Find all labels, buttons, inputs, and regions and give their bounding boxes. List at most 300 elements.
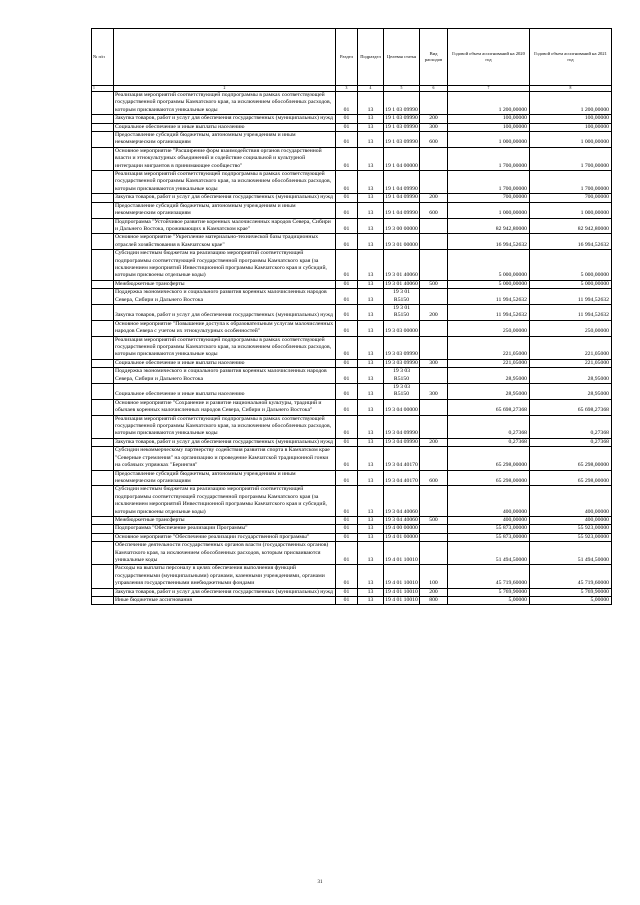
target-article-cell: 19 3 03 09990 xyxy=(384,336,420,359)
column-number: 6 xyxy=(420,86,448,92)
row-number-cell xyxy=(92,289,114,305)
volume-2021-cell: 700,00000 xyxy=(530,194,612,202)
section-cell: 01 xyxy=(336,384,358,400)
volume-2020-cell: 1 000,00000 xyxy=(448,202,530,218)
subsection-cell: 13 xyxy=(358,399,384,415)
row-number-cell xyxy=(92,438,114,446)
target-article-cell: 19 3 04 40170 xyxy=(384,470,420,486)
item-name-cell: Подпрограмма "Обеспечение реализации Программы" xyxy=(114,525,336,533)
header-name xyxy=(114,29,336,86)
column-number: 8 xyxy=(530,86,612,92)
item-name-cell: Обеспечение деятельности государственных органов власти (государственных органов) Камчатского края, за исключением обособленных расходов, которым присваиваются уникальные коды xyxy=(114,542,336,565)
column-number: 2 xyxy=(114,86,336,92)
section-cell: 01 xyxy=(336,516,358,524)
target-article-cell: 19 1 03 09990 xyxy=(384,92,420,115)
expense-type-cell: 600 xyxy=(420,132,448,148)
item-name-cell: Основное мероприятие "Обеспечение реализации государственной программы" xyxy=(114,533,336,541)
expense-type-cell xyxy=(420,289,448,305)
volume-2020-cell: 5 000,00000 xyxy=(448,250,530,281)
target-article-cell: 19 4 00 00000 xyxy=(385,525,418,532)
item-name-cell: Закупка товаров, работ и услуг для обеспечения государственных (муниципальных) нужд xyxy=(114,115,336,123)
expense-type-cell: 200 xyxy=(420,588,448,596)
volume-2021-cell: 45 719,60000 xyxy=(530,565,612,588)
budget-table-sheet xyxy=(91,28,611,605)
volume-2021-cell: 5 000,00000 xyxy=(530,280,612,288)
table-row xyxy=(92,415,612,438)
section-cell: 01 xyxy=(336,218,358,234)
table-row xyxy=(92,132,612,148)
volume-2020-cell: 65 298,00000 xyxy=(448,470,530,486)
subsection-cell: 13 xyxy=(358,280,384,288)
subsection-cell: 13 xyxy=(358,147,384,170)
subsection-cell: 13 xyxy=(358,384,384,400)
expense-type-cell xyxy=(420,92,448,115)
volume-2020-cell: 0,27368 xyxy=(448,415,530,438)
expense-type-cell: 200 xyxy=(420,115,448,123)
column-number: 7 xyxy=(448,86,530,92)
expense-type-cell xyxy=(420,415,448,438)
volume-2020-cell: 28,95000 xyxy=(448,368,530,384)
item-name-cell: Иные бюджетные ассигнования xyxy=(114,597,336,605)
expense-type-cell xyxy=(420,533,448,541)
section-cell: 01 xyxy=(336,486,358,517)
section-cell: 01 xyxy=(336,597,358,605)
row-number-cell xyxy=(92,304,114,320)
target-article-cell: 19 4 01 10010 xyxy=(385,588,418,595)
volume-2021-cell: 51 494,50000 xyxy=(530,542,612,565)
expense-type-cell: 500 xyxy=(420,280,448,288)
subsection-cell: 13 xyxy=(358,565,384,588)
volume-2021-cell: 1 200,00000 xyxy=(530,92,612,115)
section-cell: 01 xyxy=(336,447,358,470)
subsection-cell: 13 xyxy=(358,92,384,115)
table-row xyxy=(92,597,612,605)
item-name-cell: Основное мероприятие "Сохранение и развитие национальной культуры, традиций и обычаев коренных малочисленных народов Севера, Сибири и Дальнего Востока" xyxy=(114,399,336,415)
volume-2020-cell: 5 769,90000 xyxy=(448,588,530,596)
row-number-cell xyxy=(92,202,114,218)
column-number: 1 xyxy=(92,86,114,92)
item-name-cell: Основное мероприятие "Укрепление материально-технической базы традиционных отраслей хозяйствования в Камчатском крае" xyxy=(114,234,336,250)
header-section: Раздел xyxy=(336,29,358,86)
section-cell: 01 xyxy=(336,588,358,596)
volume-2020-cell: 221,05000 xyxy=(448,336,530,359)
item-name-cell: Расходы на выплаты персоналу в целях обеспечения выполнения функций государственными (муниципальными) органами, казенными учреждениями, органами управления государственными внебюджетными фондами xyxy=(114,565,336,588)
item-name-cell: Реализация мероприятий соответствующей подпрограммы в рамках соответствующей государственной программы Камчатского края, за исключением обособленных расходов, которым присваиваются уникальные коды xyxy=(114,92,336,115)
expense-type-cell xyxy=(420,171,448,194)
subsection-cell: 13 xyxy=(358,202,384,218)
table-row xyxy=(92,123,612,131)
section-cell: 01 xyxy=(336,438,358,446)
item-name-cell: Субсидии местным бюджетам на реализацию мероприятий соответствующей подпрограммы соответствующей государственной программы Камчатского края (за исключением мероприятий Инвестиционной программы Камчатского края и субсидий, которым присвоены отдельные коды) xyxy=(114,486,336,517)
subsection-cell: 13 xyxy=(358,250,384,281)
expense-type-cell: 800 xyxy=(420,597,448,605)
row-number-cell xyxy=(92,115,114,123)
subsection-cell: 13 xyxy=(358,533,384,541)
table-row xyxy=(92,115,612,123)
column-number: 5 xyxy=(384,86,420,92)
subsection-cell: 13 xyxy=(358,320,384,336)
volume-2021-cell: 11 994,52632 xyxy=(530,289,612,305)
row-number-cell xyxy=(92,516,114,524)
target-article-cell: 19 4 01 10010 xyxy=(384,542,420,565)
row-number-cell xyxy=(92,447,114,470)
item-name-cell: Закупка товаров, работ и услуг для обеспечения государственных (муниципальных) нужд xyxy=(114,304,336,320)
subsection-cell: 13 xyxy=(358,486,384,517)
expense-type-cell xyxy=(420,218,448,234)
subsection-cell: 13 xyxy=(358,123,384,131)
section-cell: 01 xyxy=(336,470,358,486)
volume-2020-cell: 1 200,00000 xyxy=(448,92,530,115)
table-body xyxy=(92,92,612,605)
expense-type-cell: 300 xyxy=(420,384,448,400)
target-article-cell: 19 1 03 09990 xyxy=(384,132,420,148)
subsection-cell: 13 xyxy=(358,447,384,470)
item-name-cell: Основное мероприятие "Повышение доступа к образовательным услугам малочисленных народов Севера с учетом их этнокультурных особенностей" xyxy=(114,320,336,336)
volume-2020-cell: 11 994,52632 xyxy=(448,304,530,320)
volume-2020-cell: 400,00000 xyxy=(448,516,530,524)
expense-type-cell xyxy=(420,525,448,533)
volume-2020-cell: 100,00000 xyxy=(448,115,530,123)
target-article-cell: 19 3 04 40060 xyxy=(385,516,418,523)
table-row xyxy=(92,486,612,517)
row-number-cell xyxy=(92,194,114,202)
item-name-cell: Закупка товаров, работ и услуг для обеспечения государственных (муниципальных) нужд xyxy=(114,194,336,202)
target-article-cell: 19 4 01 00000 xyxy=(385,533,418,540)
volume-2021-cell: 28,95000 xyxy=(530,384,612,400)
expense-type-cell: 500 xyxy=(420,516,448,524)
table-row xyxy=(92,533,612,541)
budget-allocation-table xyxy=(91,28,612,605)
section-cell: 01 xyxy=(336,234,358,250)
target-article-cell: 19 1 04 09990 xyxy=(385,194,418,201)
target-article-cell: 19 3 00 00000 xyxy=(384,218,420,234)
subsection-cell: 13 xyxy=(358,368,384,384)
table-row xyxy=(92,92,612,115)
target-article-cell: 19 3 04 09990 xyxy=(384,415,420,438)
item-name-cell: Межбюджетные трансферты xyxy=(114,280,336,288)
target-article-cell: 19 3 01 00000 xyxy=(384,234,420,250)
table-row xyxy=(92,542,612,565)
row-number-cell xyxy=(92,588,114,596)
expense-type-cell xyxy=(420,336,448,359)
section-cell: 01 xyxy=(336,320,358,336)
table-row xyxy=(92,588,612,596)
volume-2021-cell: 5,00000 xyxy=(530,597,612,605)
header-volume-2020: Годовой объем ассигнований на 2020 год xyxy=(448,29,530,86)
subsection-cell: 13 xyxy=(358,218,384,234)
subsection-cell: 13 xyxy=(358,597,384,605)
row-number-cell xyxy=(92,525,114,533)
row-number-cell xyxy=(92,470,114,486)
expense-type-cell: 600 xyxy=(420,470,448,486)
volume-2020-cell: 700,00000 xyxy=(448,194,530,202)
section-cell: 01 xyxy=(336,92,358,115)
item-name-cell: Поддержка экономического и социального развития коренных малочисленных народов Севера, Сибири и Дальнего Востока xyxy=(114,368,336,384)
volume-2021-cell: 0,27368 xyxy=(530,415,612,438)
column-number: 3 xyxy=(336,86,358,92)
row-number-cell xyxy=(92,384,114,400)
item-name-cell: Поддержка экономического и социального развития коренных малочисленных народов Севера, Сибири и Дальнего Востока xyxy=(114,289,336,305)
section-cell: 01 xyxy=(336,368,358,384)
section-cell: 01 xyxy=(336,415,358,438)
item-name-cell: Реализация мероприятий соответствующей подпрограммы в рамках соответствующей государственной программы Камчатского края, за исключением обособленных расходов, которым присваиваются уникальные коды xyxy=(114,415,336,438)
row-number-cell xyxy=(92,368,114,384)
header-expense-type: Вид расходов xyxy=(420,29,448,86)
volume-2021-cell: 11 994,52632 xyxy=(530,304,612,320)
row-number-cell xyxy=(92,218,114,234)
subsection-cell: 13 xyxy=(358,171,384,194)
row-number-cell xyxy=(92,132,114,148)
section-cell: 01 xyxy=(336,171,358,194)
volume-2021-cell: 400,00000 xyxy=(530,486,612,517)
row-number-cell xyxy=(92,597,114,605)
section-cell: 01 xyxy=(336,525,358,533)
section-cell: 01 xyxy=(336,194,358,202)
volume-2020-cell: 400,00000 xyxy=(448,486,530,517)
target-article-cell: 19 1 03 09990 xyxy=(385,123,418,130)
volume-2021-cell: 0,27368 xyxy=(530,438,612,446)
volume-2020-cell: 1 000,00000 xyxy=(448,132,530,148)
volume-2020-cell: 100,00000 xyxy=(448,123,530,131)
table-row xyxy=(92,359,612,367)
section-cell: 01 xyxy=(336,280,358,288)
expense-type-cell xyxy=(420,234,448,250)
volume-2021-cell: 1 700,00000 xyxy=(530,147,612,170)
item-name-cell: Субсидии местным бюджетам на реализацию мероприятий соответствующей подпрограммы соответствующей государственной программы Камчатского края (за исключением мероприятий Инвестиционной программы Камчатского края и субсидий, которым присвоены отдельные коды) xyxy=(114,250,336,281)
volume-2021-cell: 65 298,00000 xyxy=(530,447,612,470)
subsection-cell: 13 xyxy=(358,542,384,565)
row-number-cell xyxy=(92,147,114,170)
target-article-cell: 19 3 01 R5150 xyxy=(384,289,420,305)
subsection-cell: 13 xyxy=(358,516,384,524)
volume-2021-cell: 16 994,52632 xyxy=(530,234,612,250)
item-name-cell: Социальное обеспечение и иные выплаты населению xyxy=(114,123,336,131)
table-row xyxy=(92,280,612,288)
table-row xyxy=(92,516,612,524)
table-row xyxy=(92,304,612,320)
volume-2021-cell: 250,00000 xyxy=(530,320,612,336)
volume-2021-cell: 221,05000 xyxy=(530,359,612,367)
expense-type-cell: 200 xyxy=(420,194,448,202)
subsection-cell: 13 xyxy=(358,304,384,320)
row-number-cell xyxy=(92,171,114,194)
table-row xyxy=(92,336,612,359)
row-number-cell xyxy=(92,336,114,359)
section-cell: 01 xyxy=(336,304,358,320)
table-row xyxy=(92,384,612,400)
table-row xyxy=(92,525,612,533)
item-name-cell: Закупка товаров, работ и услуг для обеспечения государственных (муниципальных) нужд xyxy=(114,588,336,596)
volume-2021-cell: 5 000,00000 xyxy=(530,250,612,281)
volume-2020-cell: 221,05000 xyxy=(448,359,530,367)
section-cell: 01 xyxy=(336,202,358,218)
item-name-cell: Реализация мероприятий соответствующей подпрограммы в рамках соответствующей государственной программы Камчатского края, за исключением обособленных расходов, которым присваиваются уникальные коды xyxy=(114,336,336,359)
row-number-cell xyxy=(92,399,114,415)
subsection-cell: 13 xyxy=(358,115,384,123)
volume-2020-cell: 82 942,80000 xyxy=(448,218,530,234)
item-name-cell: Предоставление субсидий бюджетным, автономным учреждениям и иным некоммерческим организациям xyxy=(114,470,336,486)
subsection-cell: 13 xyxy=(358,438,384,446)
table-header-row xyxy=(92,29,612,86)
table-row xyxy=(92,320,612,336)
table-row xyxy=(92,289,612,305)
expense-type-cell: 100 xyxy=(420,565,448,588)
row-number-cell xyxy=(92,415,114,438)
table-row xyxy=(92,565,612,588)
target-article-cell: 19 3 03 R5150 xyxy=(384,368,420,384)
target-article-cell: 19 3 03 R5150 xyxy=(384,384,420,400)
section-cell: 01 xyxy=(336,123,358,131)
volume-2020-cell: 1 700,00000 xyxy=(448,171,530,194)
row-number-cell xyxy=(92,280,114,288)
table-row xyxy=(92,438,612,446)
expense-type-cell xyxy=(420,486,448,517)
volume-2020-cell: 51 494,50000 xyxy=(448,542,530,565)
row-number-cell xyxy=(92,486,114,517)
section-cell: 01 xyxy=(336,147,358,170)
expense-type-cell xyxy=(420,368,448,384)
volume-2020-cell: 5,00000 xyxy=(448,597,530,605)
target-article-cell: 19 3 04 40170 xyxy=(384,447,420,470)
target-article-cell: 19 3 03 09990 xyxy=(385,359,418,366)
subsection-cell: 13 xyxy=(358,194,384,202)
volume-2021-cell: 100,00000 xyxy=(530,123,612,131)
expense-type-cell xyxy=(420,447,448,470)
volume-2020-cell: 16 994,52632 xyxy=(448,234,530,250)
subsection-cell: 13 xyxy=(358,359,384,367)
subsection-cell: 13 xyxy=(358,470,384,486)
target-article-cell: 19 4 01 10010 xyxy=(384,565,420,588)
header-volume-2021: Годовой объем ассигнований на 2021 год xyxy=(530,29,612,86)
expense-type-cell: 300 xyxy=(420,359,448,367)
volume-2020-cell: 0,27368 xyxy=(448,438,530,446)
volume-2021-cell: 1 700,00000 xyxy=(530,171,612,194)
target-article-cell: 19 1 03 09990 xyxy=(385,115,418,122)
section-cell: 01 xyxy=(336,359,358,367)
volume-2020-cell: 55 873,00000 xyxy=(448,533,530,541)
volume-2020-cell: 5 000,00000 xyxy=(448,280,530,288)
row-number-cell xyxy=(92,542,114,565)
target-article-cell: 19 4 01 10010 xyxy=(385,597,418,603)
section-cell: 01 xyxy=(336,289,358,305)
section-cell: 01 xyxy=(336,115,358,123)
section-cell: 01 xyxy=(336,132,358,148)
item-name-cell: Субсидии некоммерческому партнерству содействия развития спорта в Камчатском крае "Северные стремления" на организацию и проведение Камчатской традиционной гонки на собачьих упряжках "Берингия" xyxy=(114,447,336,470)
volume-2020-cell: 28,95000 xyxy=(448,384,530,400)
volume-2020-cell: 45 719,60000 xyxy=(448,565,530,588)
column-number: 4 xyxy=(358,86,384,92)
volume-2021-cell: 28,95000 xyxy=(530,368,612,384)
row-number-cell xyxy=(92,92,114,115)
table-row xyxy=(92,447,612,470)
volume-2021-cell: 221,05000 xyxy=(530,336,612,359)
table-row xyxy=(92,218,612,234)
volume-2020-cell: 250,00000 xyxy=(448,320,530,336)
item-name-cell: Межбюджетные трансферты xyxy=(114,516,336,524)
volume-2021-cell: 65 298,00000 xyxy=(530,470,612,486)
section-cell: 01 xyxy=(336,336,358,359)
volume-2021-cell: 55 923,00000 xyxy=(530,533,612,541)
expense-type-cell: 200 xyxy=(420,304,448,320)
table-row xyxy=(92,202,612,218)
item-name-cell: Социальное обеспечение и иные выплаты населению xyxy=(114,359,336,367)
section-cell: 01 xyxy=(336,542,358,565)
header-subsection: Подраздел xyxy=(358,29,384,86)
target-article-cell: 19 3 04 40060 xyxy=(384,486,420,517)
row-number-cell xyxy=(92,250,114,281)
volume-2021-cell: 5 769,90000 xyxy=(530,588,612,596)
volume-2021-cell: 82 942,80000 xyxy=(530,218,612,234)
expense-type-cell xyxy=(420,320,448,336)
item-name-cell: Реализация мероприятий соответствующей подпрограммы в рамках соответствующей государственной программы Камчатского края, за исключением обособленных расходов, которым присваиваются уникальные коды xyxy=(114,171,336,194)
volume-2021-cell: 1 000,00000 xyxy=(530,132,612,148)
item-name-cell: Закупка товаров, работ и услуг для обеспечения государственных (муниципальных) нужд xyxy=(114,438,336,446)
expense-type-cell: 300 xyxy=(420,123,448,131)
section-cell: 01 xyxy=(336,533,358,541)
item-name-cell: Социальное обеспечение и иные выплаты населению xyxy=(114,384,336,400)
row-number-cell xyxy=(92,359,114,367)
row-number-cell xyxy=(92,533,114,541)
table-row xyxy=(92,368,612,384)
target-article-cell: 19 3 04 00000 xyxy=(384,399,420,415)
section-cell: 01 xyxy=(336,565,358,588)
table-row xyxy=(92,399,612,415)
table-row xyxy=(92,234,612,250)
volume-2021-cell: 55 923,00000 xyxy=(530,525,612,533)
subsection-cell: 13 xyxy=(358,289,384,305)
table-row xyxy=(92,194,612,202)
row-number-cell xyxy=(92,123,114,131)
volume-2021-cell: 100,00000 xyxy=(530,115,612,123)
volume-2021-cell: 65 698,27368 xyxy=(530,399,612,415)
row-number-cell xyxy=(92,320,114,336)
page-number: 31 xyxy=(317,880,323,885)
row-number-cell xyxy=(92,565,114,588)
subsection-cell: 13 xyxy=(358,415,384,438)
table-row xyxy=(92,147,612,170)
target-article-cell: 19 3 01 R5150 xyxy=(384,304,420,320)
table-row xyxy=(92,470,612,486)
expense-type-cell xyxy=(420,147,448,170)
subsection-cell: 13 xyxy=(358,525,384,533)
header-target-article: Целевая статья xyxy=(384,29,420,86)
target-article-cell: 19 3 01 40060 xyxy=(385,280,418,287)
volume-2020-cell: 11 994,52632 xyxy=(448,289,530,305)
target-article-cell: 19 1 04 09990 xyxy=(384,171,420,194)
volume-2020-cell: 55 873,00000 xyxy=(448,525,530,533)
item-name-cell: Предоставление субсидий бюджетным, автономным учреждениям и иным некоммерческим организациям xyxy=(114,132,336,148)
subsection-cell: 13 xyxy=(358,336,384,359)
section-cell: 01 xyxy=(336,250,358,281)
section-cell: 01 xyxy=(336,399,358,415)
volume-2021-cell: 400,00000 xyxy=(530,516,612,524)
target-article-cell: 19 3 04 09990 xyxy=(385,438,418,445)
target-article-cell: 19 3 01 40060 xyxy=(384,250,420,281)
subsection-cell: 13 xyxy=(358,234,384,250)
item-name-cell: Основное мероприятие "Расширение форм взаимодействия органов государственной власти и этнокультурных объединений и содействие социальной и культурной интеграции мигрантов в принимающее сообщество" xyxy=(114,147,336,170)
item-name-cell: Предоставление субсидий бюджетным, автономным учреждениям и иным некоммерческим организациям xyxy=(114,202,336,218)
expense-type-cell xyxy=(420,250,448,281)
header-number: № п/п xyxy=(92,29,114,86)
expense-type-cell: 600 xyxy=(420,202,448,218)
volume-2020-cell: 65 298,00000 xyxy=(448,447,530,470)
row-number-cell xyxy=(92,234,114,250)
subsection-cell: 13 xyxy=(358,132,384,148)
item-name-cell: Подпрограмма "Устойчивое развитие коренных малочисленных народов Севера, Сибири и Дальнего Востока, проживающих в Камчатском крае" xyxy=(114,218,336,234)
table-row xyxy=(92,250,612,281)
target-article-cell: 19 3 03 00000 xyxy=(384,320,420,336)
subsection-cell: 13 xyxy=(358,588,384,596)
